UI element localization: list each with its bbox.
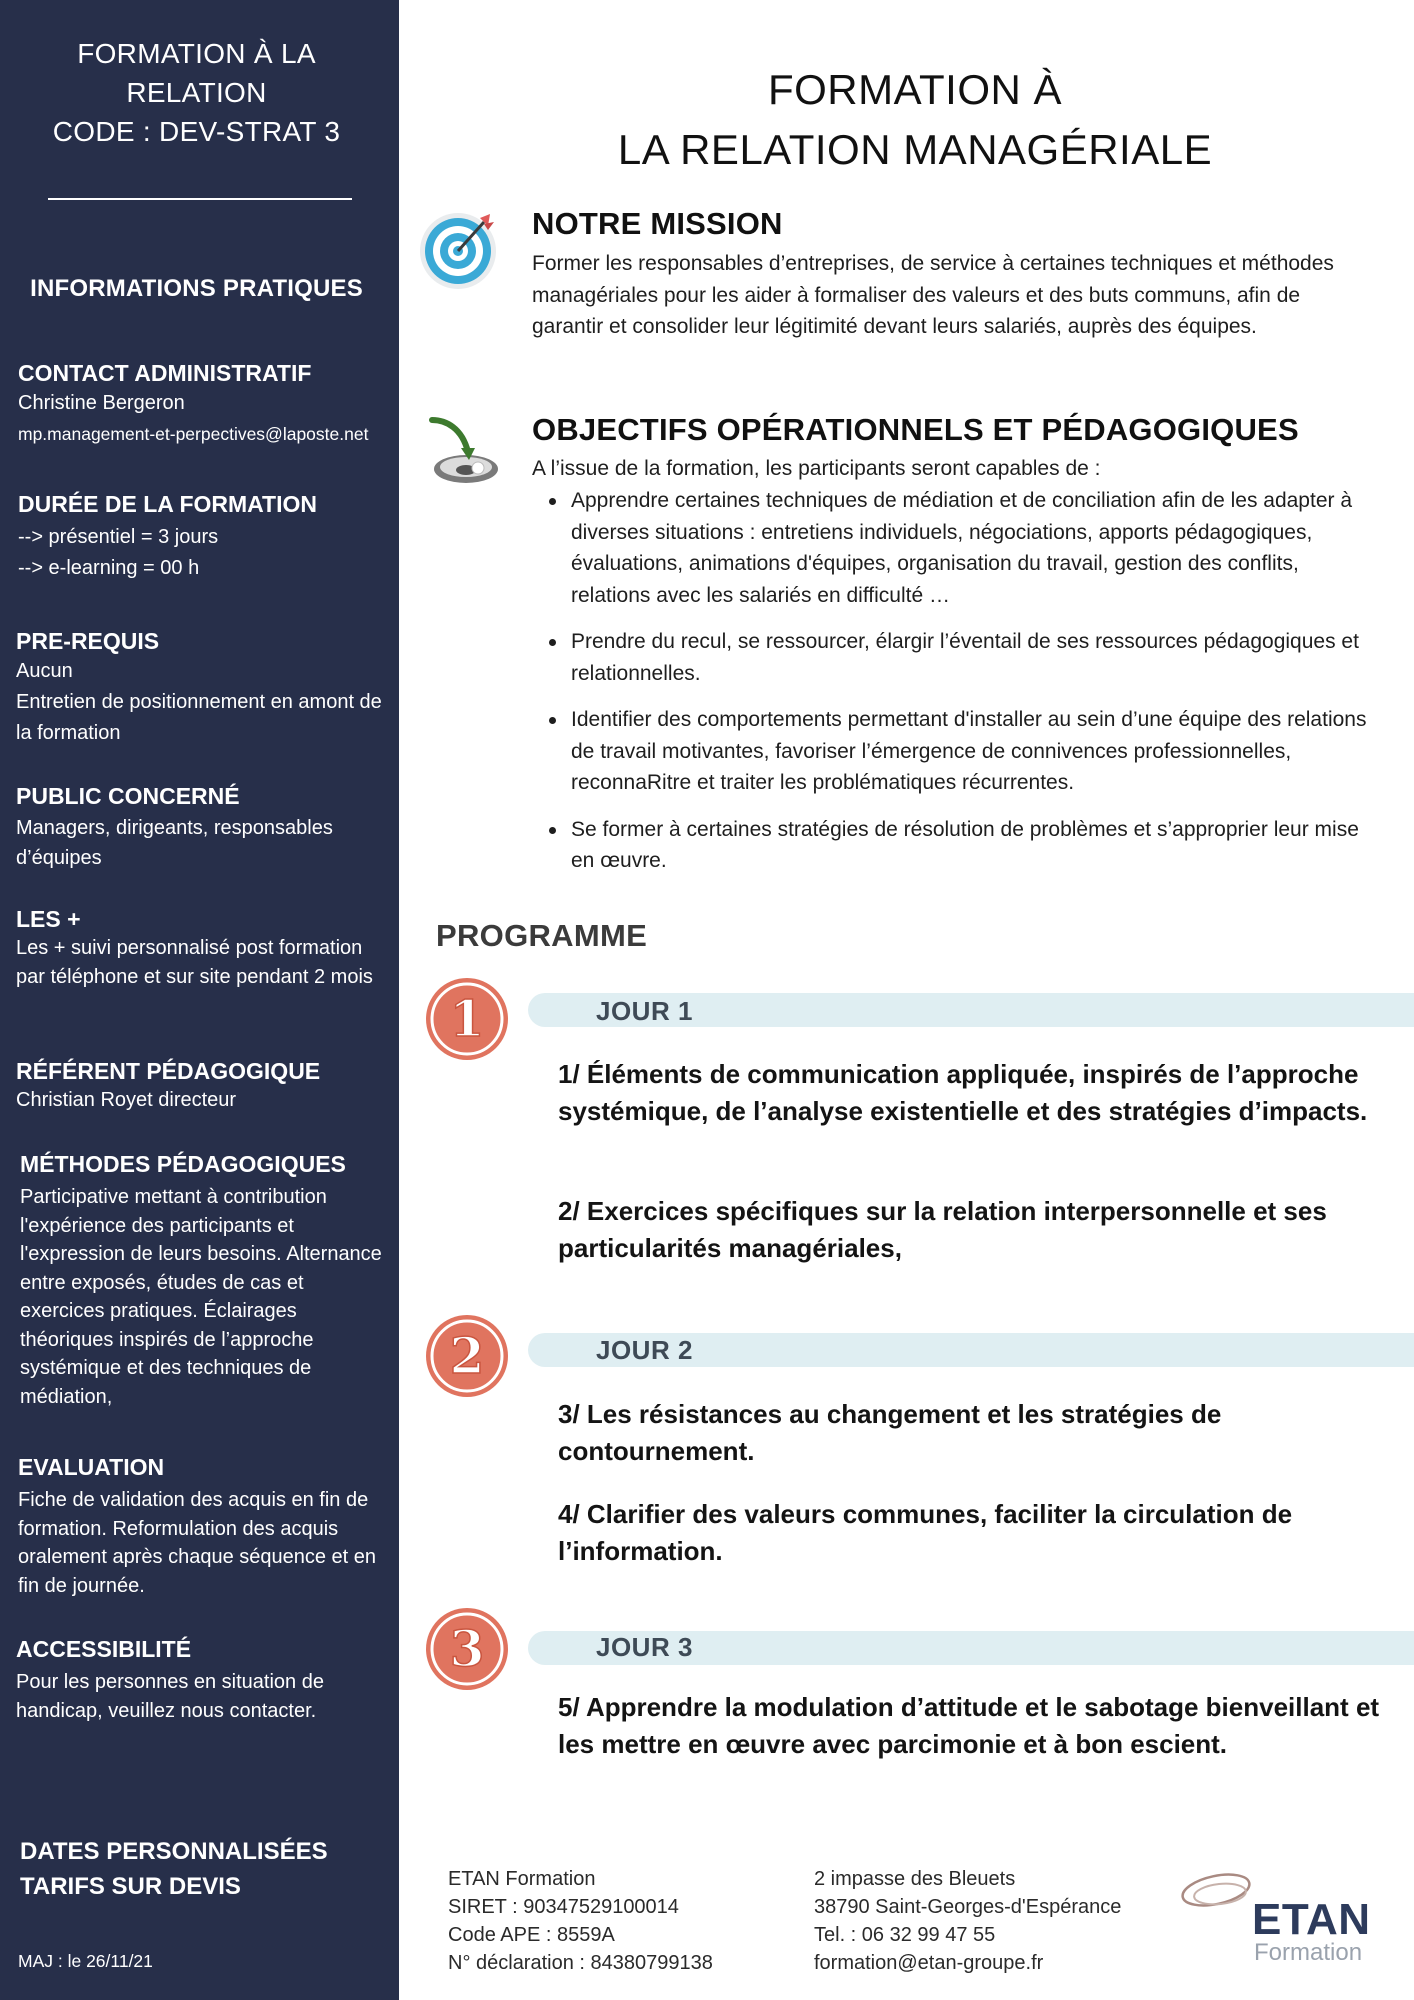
- duree-heading: DURÉE DE LA FORMATION: [18, 491, 317, 517]
- contact-email[interactable]: mp.management-et-perpectives@laposte.net: [18, 424, 369, 444]
- infos-title: INFORMATIONS PRATIQUES: [30, 275, 363, 302]
- objectifs-intro: A l’issue de la formation, les participants seront capables de :: [532, 457, 1101, 480]
- programme-item: 4/ Clarifier des valeurs communes, faciliter la circulation de l’information.: [558, 1499, 1293, 1566]
- referent-section: [16, 1056, 391, 1115]
- svg-text:1: 1: [449, 989, 485, 1048]
- contact-heading: CONTACT ADMINISTRATIF: [18, 360, 312, 386]
- svg-text:2: 2: [449, 1326, 485, 1385]
- prerequis-line: Aucun: [16, 660, 73, 682]
- phone[interactable]: Tel. : 06 32 99 47 55: [814, 1924, 996, 1946]
- programme-heading: PROGRAMME: [436, 918, 648, 953]
- duree-line: --> présentiel = 3 jours: [18, 526, 219, 548]
- accessibilite-heading: ACCESSIBILITÉ: [16, 1636, 192, 1662]
- mission-heading: NOTRE MISSION: [532, 206, 783, 241]
- address-info: 2 impasse des Bleuets 38790 Saint-Georges-d'Espérance Tel. : 06 32 99 47 55 formation@etan-groupe.fr: [814, 1865, 1121, 1977]
- les-plus-heading: LES +: [16, 906, 81, 932]
- public-text: Managers, dirigeants, responsables d’équipes: [16, 817, 333, 869]
- maj-date: MAJ : le 26/11/21: [18, 1951, 153, 1971]
- prerequis-heading: PRE-REQUIS: [16, 628, 160, 654]
- number-2-badge: [424, 1313, 510, 1399]
- list-item: Apprendre certaines techniques de médiation et de conciliation afin de les adapter à diverses situations : entretiens individuels, négociations, apports pédagogiques, évaluations, animations d'équipes, organisation du travail, gestion des conflits, relations avec les salariés en difficulté …: [532, 485, 1377, 611]
- evaluation-heading: EVALUATION: [18, 1454, 165, 1480]
- sidebar: [0, 0, 399, 2000]
- list-item: Identifier des comportements permettant d'installer au sein d’une équipe des relations de travail motivantes, favoriser l’émergence de connivences professionnelles, reconnaRitre et traiter les problématiques récurrentes.: [532, 704, 1377, 799]
- email-link[interactable]: formation@etan-groupe.fr: [814, 1952, 1044, 1974]
- programme-item: 2/ Exercices spécifiques sur la relation interpersonnelle et ses particularités managériales,: [558, 1196, 1327, 1263]
- number-3-badge: [424, 1606, 510, 1692]
- prerequis-section: [16, 626, 391, 749]
- methodes-text: Participative mettant à contribution l'expérience des participants et l'expression de leurs besoins. Alternance entre exposés, études de cas et exercices pratiques. Éclairages théoriques inspirés de l’approche systémique et des techniques de médiation,: [20, 1186, 382, 1408]
- number-1-badge: [424, 976, 510, 1062]
- programme-item: 3/ Les résistances au changement et les stratégies de contournement.: [558, 1399, 1222, 1466]
- duree-line: --> e-learning = 00 h: [18, 557, 200, 579]
- objectifs-list: [532, 485, 1377, 892]
- referent-text: Christian Royet directeur: [16, 1089, 237, 1111]
- les-plus-text: Les + suivi personnalisé post formation par téléphone et sur site pendant 2 mois: [16, 937, 373, 988]
- accessibilite-section: [16, 1634, 391, 1725]
- methodes-section: [20, 1149, 395, 1411]
- objectifs-heading: OBJECTIFS OPÉRATIONNELS ET PÉDAGOGIQUES: [532, 412, 1299, 447]
- prerequis-line: Entretien de positionnement en amont de la formation: [16, 691, 382, 744]
- company-info: ETAN Formation SIRET : 90347529100014 Code APE : 8559A N° déclaration : 84380799138: [448, 1868, 713, 1974]
- day-label: JOUR 3: [596, 1632, 693, 1662]
- contact-name: Christine Bergeron: [18, 392, 185, 414]
- methodes-heading: MÉTHODES PÉDAGOGIQUES: [20, 1151, 346, 1177]
- sidebar-title: FORMATION À LA RELATION CODE : DEV-STRAT 3: [52, 38, 341, 147]
- sidebar-divider: [48, 198, 352, 200]
- programme-item: 5/ Apprendre la modulation d’attitude et le sabotage bienveillant et les mettre en œuvre avec parcimonie et à bon escient.: [558, 1692, 1380, 1759]
- logo-word: ETAN: [1252, 1895, 1371, 1944]
- public-section: [16, 781, 391, 873]
- public-heading: PUBLIC CONCERNÉ: [16, 783, 240, 809]
- list-item: Prendre du recul, se ressourcer, élargir l’éventail de ses ressources pédagogiques et relationnelles.: [532, 626, 1377, 689]
- day-label: JOUR 2: [596, 1335, 693, 1365]
- programme-item: 1/ Éléments de communication appliquée, inspirés de l’approche systémique, de l’analyse existentielle et des stratégies d’impacts.: [558, 1059, 1368, 1126]
- referent-heading: RÉFÉRENT PÉDAGOGIQUE: [16, 1058, 321, 1084]
- day-label: JOUR 1: [596, 996, 693, 1026]
- evaluation-text: Fiche de validation des acquis en fin de formation. Reformulation des acquis oralement après chaque séquence et en fin de journée.: [18, 1489, 377, 1597]
- golf-putt-icon: [428, 414, 504, 486]
- logo-sub: Formation: [1254, 1939, 1363, 1966]
- dates-tarifs: DATES PERSONNALISÉES TARIFS SUR DEVIS: [20, 1838, 328, 1900]
- contact-section: [18, 358, 393, 450]
- list-item: Se former à certaines stratégies de résolution de problèmes et s’approprier leur mise en œuvre.: [532, 814, 1377, 877]
- les-plus-section: [16, 904, 391, 991]
- page-title: FORMATION À LA RELATION MANAGÉRIALE: [617, 66, 1213, 173]
- mission-text: Former les responsables d’entreprises, de service à certaines techniques et méthodes managériales pour les aider à formaliser des valeurs et des buts communs, afin de garantir et consolider leur légitimité devant leurs salariés, auprès des équipes.: [532, 252, 1334, 338]
- svg-text:3: 3: [449, 1619, 485, 1678]
- accessibilite-text: Pour les personnes en situation de handicap, veuillez nous contacter.: [16, 1671, 324, 1722]
- evaluation-section: [18, 1452, 393, 1600]
- target-icon: [418, 208, 500, 290]
- duree-section: [18, 489, 393, 584]
